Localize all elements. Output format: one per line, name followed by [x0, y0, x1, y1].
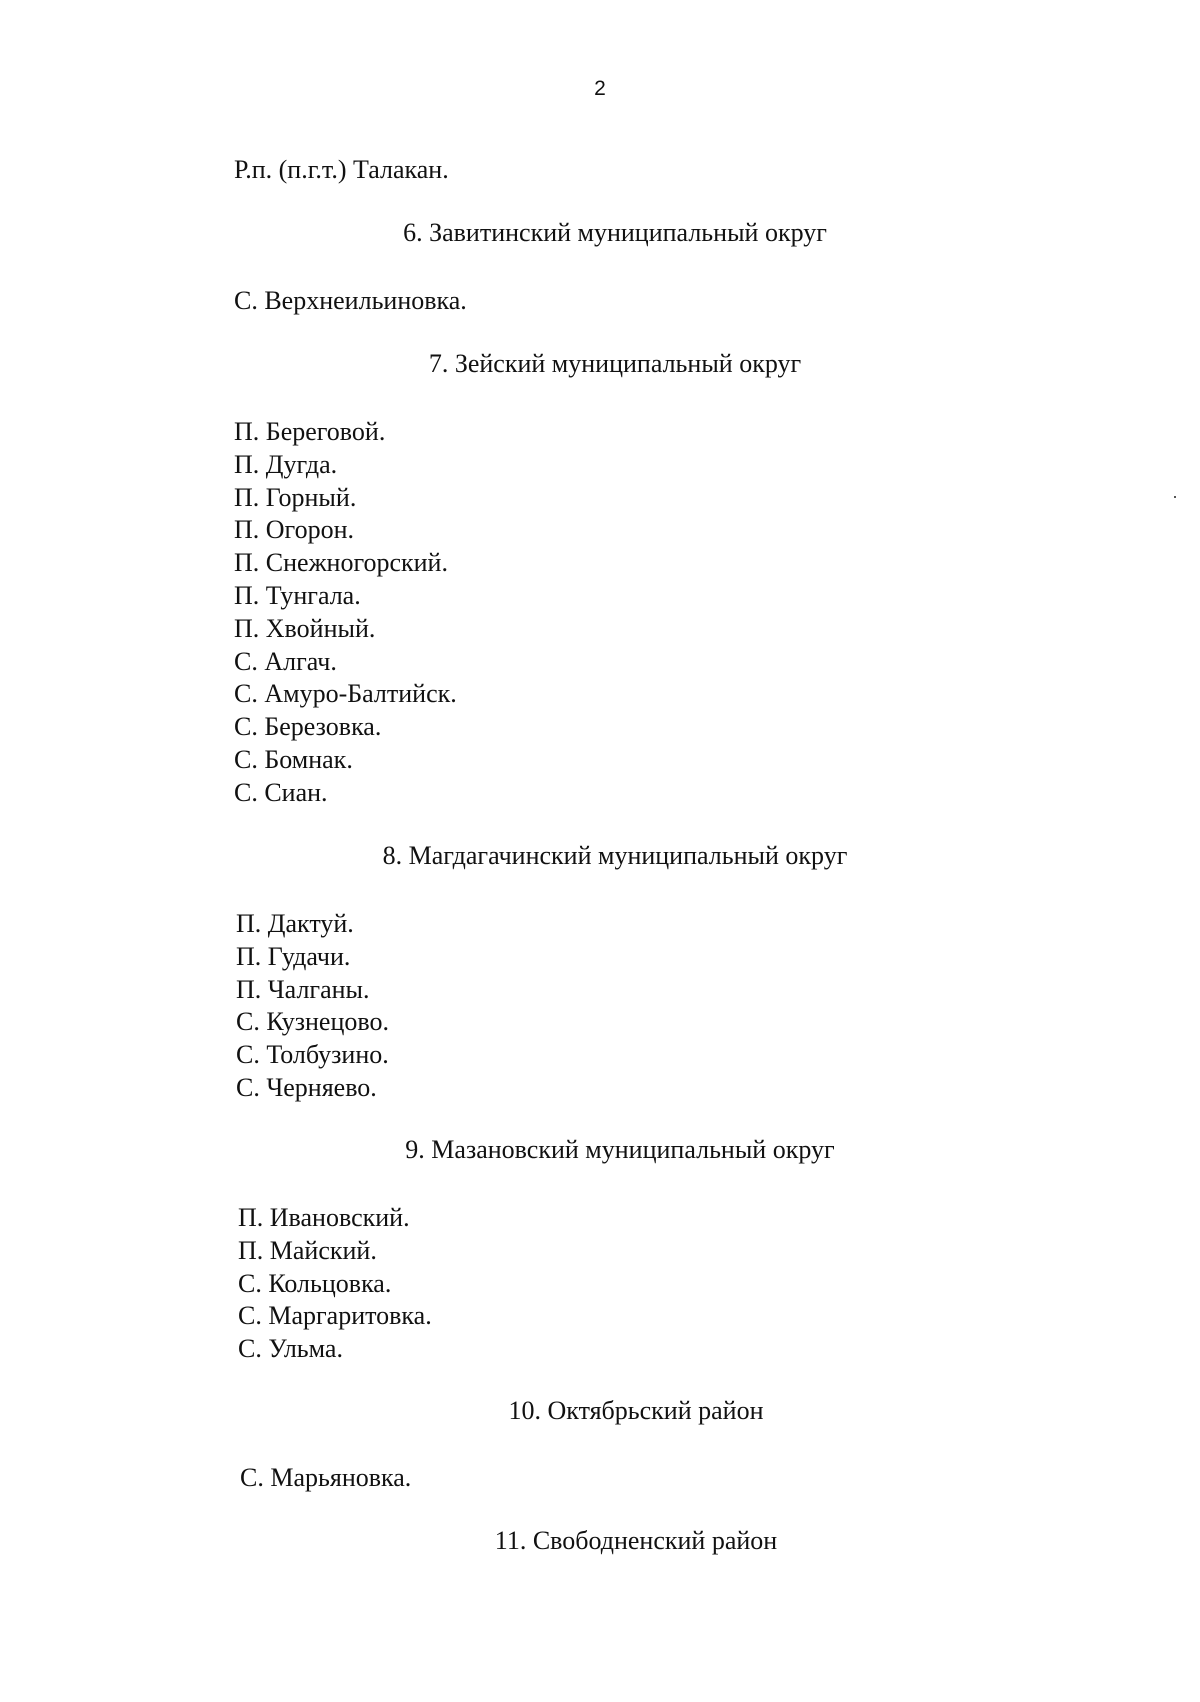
list-item: С. Толбузино.	[236, 1040, 389, 1070]
list-item: П. Дактуй.	[236, 909, 354, 938]
list-item: С. Марьяновка.	[240, 1463, 412, 1492]
list-item: П. Береговой.	[234, 417, 386, 446]
list-item: С. Березовка.	[234, 712, 382, 742]
page-number: 2	[594, 77, 606, 100]
settlement-list	[236, 908, 389, 1105]
scan-speck	[1174, 496, 1176, 498]
list-item: П. Ивановский.	[238, 1203, 410, 1232]
list-item: С. Ульма.	[238, 1334, 343, 1364]
list-item: С. Кузнецово.	[236, 1007, 389, 1037]
list-item: С. Черняево.	[236, 1072, 377, 1102]
list-item: П. Чалганы.	[236, 974, 370, 1004]
list-item: П. Майский.	[238, 1235, 377, 1265]
section-heading: 10. Октябрьский район	[508, 1396, 764, 1425]
section-heading: 7. Зейский муниципальный округ	[428, 349, 802, 378]
list-item: П. Гудачи.	[236, 941, 351, 971]
list-item: С. Маргаритовка.	[238, 1301, 432, 1331]
list-item: П. Снежногорский.	[234, 548, 448, 578]
list-item: С. Алгач.	[234, 646, 337, 676]
section-heading: 6. Завитинский муниципальный округ	[403, 218, 827, 247]
list-item: П. Хвойный.	[234, 613, 376, 643]
section-heading: 11. Свободненский район	[494, 1526, 778, 1555]
intro-line: Р.п. (п.г.т.) Талакан.	[234, 155, 449, 184]
section-heading: 9. Мазановский муниципальный округ	[405, 1135, 835, 1164]
settlement-list	[238, 1202, 432, 1366]
list-item: С. Амуро-Балтийск.	[234, 679, 457, 709]
settlement-list	[234, 416, 457, 810]
list-item: П. Огорон.	[234, 515, 354, 545]
list-item: С. Кольцовка.	[238, 1268, 392, 1298]
list-item: П. Горный.	[234, 482, 357, 512]
list-item: П. Дугда.	[234, 449, 338, 479]
list-item: П. Тунгала.	[234, 580, 361, 610]
section-heading: 8. Магдагачинский муниципальный округ	[382, 841, 848, 870]
list-item: С. Сиан.	[234, 777, 328, 807]
list-item: С. Бомнак.	[234, 744, 353, 774]
list-item: С. Верхнеильиновка.	[234, 286, 467, 315]
